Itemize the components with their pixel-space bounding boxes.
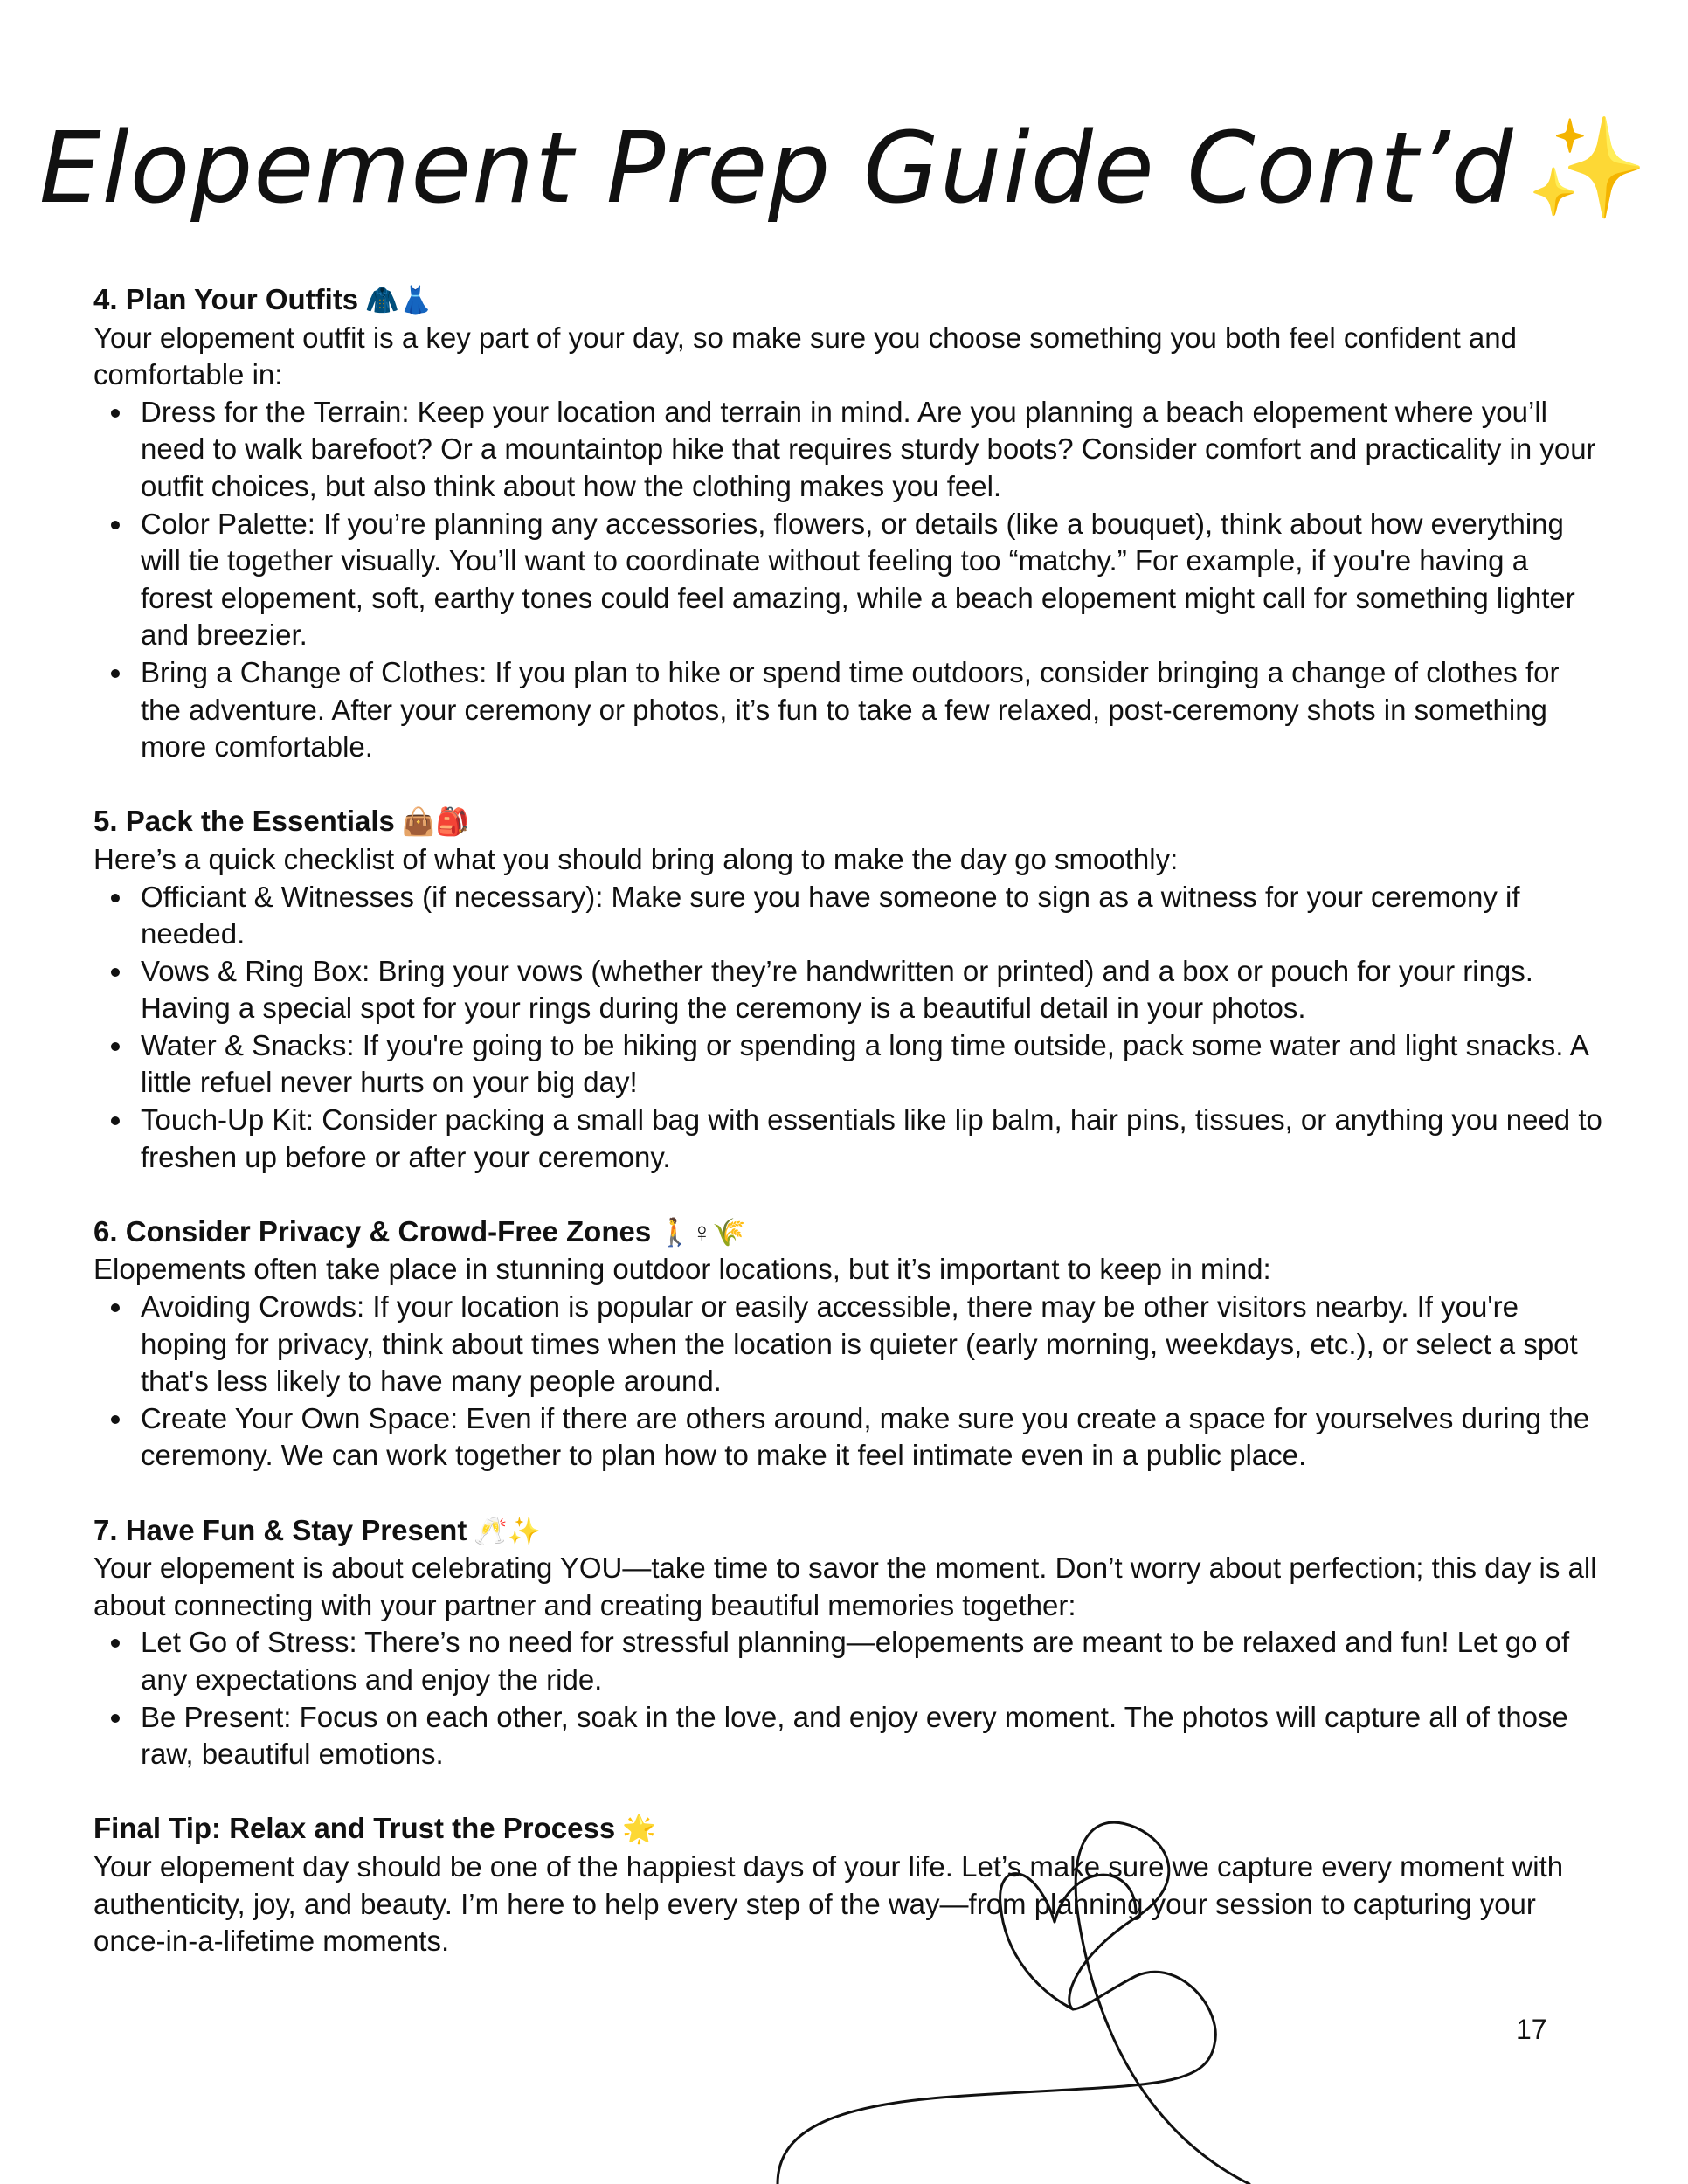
section-plan-outfits	[93, 281, 1605, 766]
heading-text: Final Tip: Relax and Trust the Process	[93, 1812, 616, 1845]
heading-text: 5. Pack the Essentials	[93, 805, 395, 838]
champagne-icon: 🥂✨	[474, 1515, 542, 1546]
section-intro: Your elopement is about celebrating YOU—take time to savor the moment. Don’t worry about perfection; this day is all about connecting with your partner and creating beautiful memories together:	[93, 1552, 1597, 1621]
bullet-list	[93, 879, 1605, 1177]
list-item: Dress for the Terrain: Keep your location and terrain in mind. Are you planning a beach elopement where you’ll need to walk barefoot? Or a mountaintop hike that requires sturdy boots? Consider comfort and practicality in your outfit choices, but also think about how the clothing makes you feel.	[93, 394, 1605, 506]
list-item: Officiant & Witnesses (if necessary): Make sure you have someone to sign as a witness for your ceremony if needed.	[93, 879, 1605, 953]
heading-text: 4. Plan Your Outfits	[93, 283, 359, 315]
section-intro: Here’s a quick checklist of what you should bring along to make the day go smoothly:	[93, 842, 1179, 875]
section-intro: Your elopement outfit is a key part of your day, so make sure you choose something you both feel confident and comfortable in:	[93, 321, 1517, 391]
section-final-tip	[93, 1810, 1605, 1959]
section-have-fun	[93, 1512, 1605, 1773]
bag-icon: 👜🎒	[401, 806, 470, 838]
page-number: 17	[1516, 2014, 1547, 2045]
section-intro: Your elopement day should be one of the happiest days of your life. Let’s make sure we capture every moment with authenticity, joy, and beauty. I’m here to help every step of the way—from planning your session to capturing your once-in-a-lifetime moments.	[93, 1849, 1564, 1958]
list-item: Let Go of Stress: There’s no need for stressful planning—elopements are meant to be relaxed and fun! Let go of any expectations and enjoy the ride.	[93, 1624, 1605, 1698]
list-item: Touch-Up Kit: Consider packing a small bag with essentials like lip balm, hair pins, tissues, or anything you need to freshen up before or after your ceremony.	[93, 1102, 1605, 1176]
section-intro: Elopements often take place in stunning outdoor locations, but it’s important to keep in mind:	[93, 1253, 1271, 1286]
list-item: Color Palette: If you’re planning any accessories, flowers, or details (like a bouquet), think about how everything will tie together visually. You’ll want to coordinate without feeling too “matchy.” For example, if you're having a forest elopement, soft, earthy tones could feel amazing, while a beach elopement might call for something lighter and breezier.	[93, 506, 1605, 654]
section-heading	[93, 281, 1605, 320]
section-pack-essentials	[93, 803, 1605, 1176]
heading-text: 7. Have Fun & Stay Present	[93, 1513, 467, 1546]
list-item: Avoiding Crowds: If your location is popular or easily accessible, there may be other visitors nearby. If you're hoping for privacy, think about times when the location is quieter (early morning, weekdays, etc.), or select a spot that's less likely to have many people around.	[93, 1289, 1605, 1400]
walking-woman-icon: 🚶♀🌾	[658, 1216, 746, 1248]
list-item: Vows & Ring Box: Bring your vows (whether they’re handwritten or printed) and a box or pouch for your rings. Having a special spot for your rings during the ceremony is a beautiful detail in your photos.	[93, 953, 1605, 1027]
section-heading	[93, 803, 1605, 841]
bullet-list	[93, 1289, 1605, 1475]
list-item: Create Your Own Space: Even if there are others around, make sure you create a space for yourselves during the ceremony. We can work together to plan how to make it feel intimate even in a public place.	[93, 1400, 1605, 1475]
list-item: Be Present: Focus on each other, soak in the love, and enjoy every moment. The photos will capture all of those raw, beautiful emotions.	[93, 1699, 1605, 1773]
star-icon: 🌟	[622, 1814, 656, 1845]
page-title-text: Elopement Prep Guide Cont’d	[38, 112, 1514, 225]
section-heading	[93, 1512, 1605, 1551]
list-item: Bring a Change of Clothes: If you plan to hike or spend time outdoors, consider bringing a change of clothes for the adventure. After your ceremony or photos, it’s fun to take a few relaxed, post-ceremony shots in something more comfortable.	[93, 654, 1605, 766]
page-title	[0, 112, 1688, 226]
heading-text: 6. Consider Privacy & Crowd-Free Zones	[93, 1214, 652, 1248]
guide-content	[93, 281, 1605, 1997]
section-heading	[93, 1213, 1605, 1252]
list-item: Water & Snacks: If you're going to be hiking or spending a long time outside, pack some water and light snacks. A little refuel never hurts on your big day!	[93, 1027, 1605, 1102]
bullet-list	[93, 1624, 1605, 1773]
section-privacy	[93, 1213, 1605, 1475]
section-heading	[93, 1810, 1605, 1849]
outfit-icon: 🧥👗	[365, 285, 433, 315]
sparkles-icon: ✨	[1525, 112, 1650, 225]
bullet-list	[93, 394, 1605, 766]
